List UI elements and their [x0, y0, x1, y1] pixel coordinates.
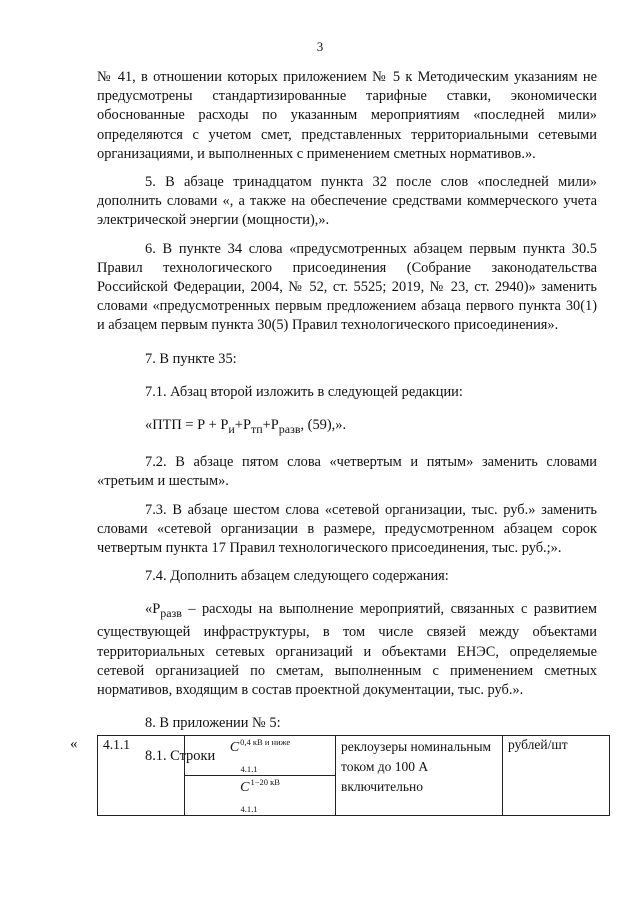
table-row — [98, 736, 610, 776]
unit-cell: рублей/шт — [503, 736, 610, 816]
paragraph-8-1: 8.1. Строки — [145, 748, 216, 765]
formula-cell-high: $C^{1-20 кВ}$ $_{4.1.1}$ — [185, 776, 336, 816]
page-number: 3 — [316, 39, 324, 54]
formula-line: «ПТП = $Р + Р_и+Р_{тп}+Р_{разв}$, (59),». — [145, 417, 347, 436]
formula-cell-low: $C^{0,4 кВ и ниже}$ $_{4.1.1}$ — [185, 736, 336, 776]
paragraph-8: 8. В приложении № 5: — [145, 715, 281, 732]
paragraph-7: 7. В пункте 35: — [145, 350, 237, 367]
paragraph-continuation: № 41, в отношении которых приложением № 5 к Методическим указаниям не предусмотрены стандартизированные тарифные ставки, экономически обоснованные расходы по указанным мероприятиям «последней мили» определяются с учетом смет, представленных территориальными сетевыми организациями, и выполненных с применением сметных нормативов.». — [97, 69, 597, 162]
paragraph-7-4-quote: «$Р_{разв}$ – расходы на выполнение мероприятий, связанных с развитием существующей инфраструктуры, в том числе связей между объектами территориальных сетевых организаций и объектами ЕНЭС, определяемые сетевой организацией по сметам, выполненным с применением сметных нормативов, входящим в состав проектной документации, тыс. руб.». — [97, 601, 597, 699]
paragraph-7-2: 7.2. В абзаце пятом слова «четвертым и пятым» заменить словами «третьим и шестым». — [97, 454, 597, 490]
paragraph-7-3: 7.3. В абзаце шестом слова «сетевой организации, тыс. руб.» заменить словами «сетевой организации в размере, предусмотренном абзацем сорок четвертым пункта 17 Правил технологического присоединения, тыс. руб.;». — [97, 501, 597, 556]
paragraph-5: 5. В абзаце тринадцатом пункта 32 после слов «последней мили» дополнить словами «, а также на обеспечение средствами коммерческого учета электрической энергии (мощности),». — [97, 174, 597, 229]
paragraph-6: 6. В пункте 34 слова «предусмотренных абзацем первым пункта 30.5 Правил технологического присоединения (Собрание законодательства Российской Федерации, 2004, № 52, ст. 5525; 2019, № 23, ст. 2940)» заменить словами «предусмотренных первым предложением абзаца первого пункта 30(1) и абзацем первым пункта 30(5) Правил технологического присоединения». — [97, 240, 597, 334]
description-cell: реклоузеры номинальным током до 100 А включительно — [336, 736, 503, 816]
code-cell: 4.1.1 — [98, 736, 185, 816]
paragraph-7-4: 7.4. Дополнить абзацем следующего содержания: — [145, 568, 449, 585]
paragraph-7-1: 7.1. Абзац второй изложить в следующей редакции: — [145, 383, 463, 400]
body-text — [97, 68, 597, 767]
tariff-table — [97, 735, 610, 816]
table-opening-quote: « — [70, 736, 78, 752]
